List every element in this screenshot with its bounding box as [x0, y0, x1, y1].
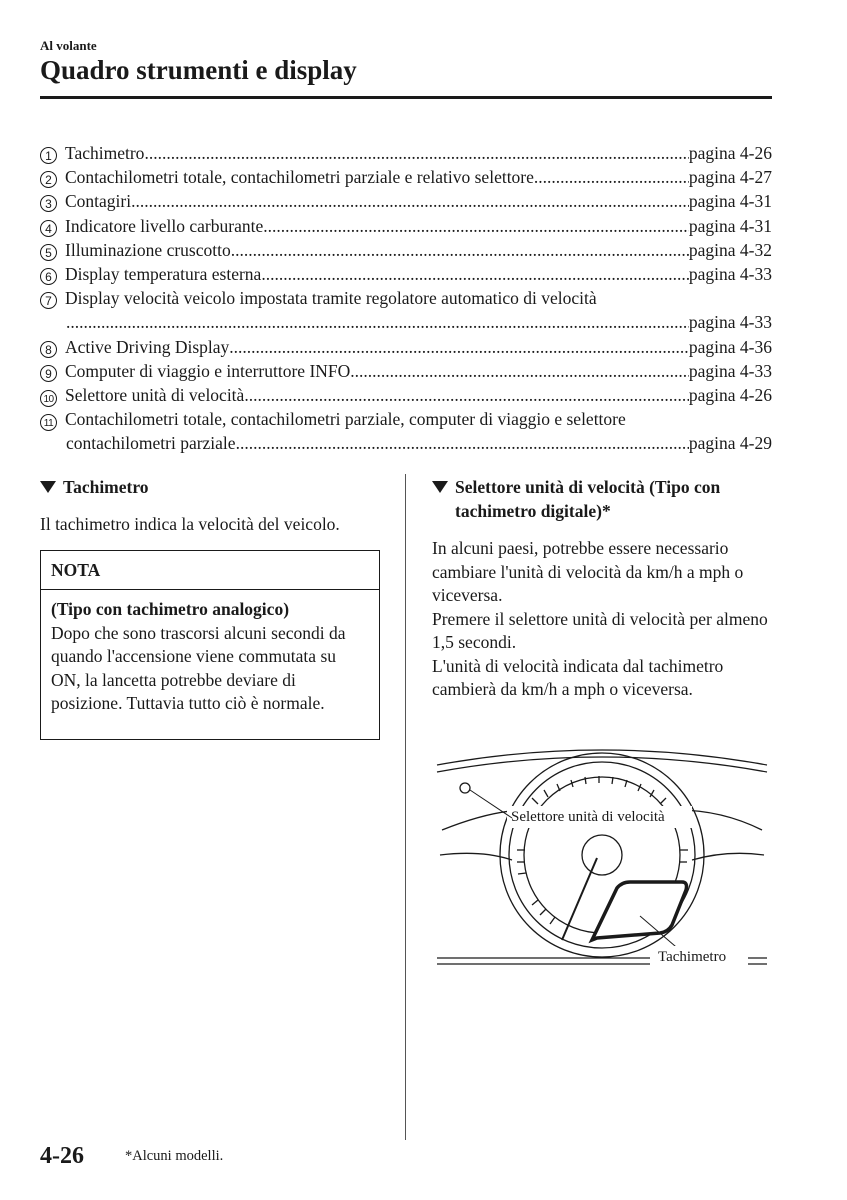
toc-item-title: Computer di viaggio e interruttore INFO: [65, 360, 351, 381]
item-number-badge: 3: [40, 195, 57, 212]
toc-item: [40, 361, 772, 385]
item-number-badge: 1: [40, 147, 57, 164]
toc-item-title: Contagiri: [65, 191, 132, 212]
heading-line-1: Selettore unità di velocità (Tipo con: [455, 477, 721, 497]
item-number-badge: 10: [40, 390, 57, 407]
toc-item-page: pagina 4-36: [688, 336, 772, 357]
left-column: [40, 475, 382, 537]
toc-item-title: Illuminazione cruscotto: [65, 239, 231, 260]
item-number-badge: 11: [40, 414, 57, 431]
toc-item-title: Selettore unità di velocità: [65, 384, 245, 405]
triangle-bullet-icon: [432, 481, 448, 493]
toc-item: [40, 337, 772, 361]
paragraph: Premere il selettore unità di velocità per almeno 1,5 secondi.: [432, 608, 768, 652]
page-number: 4-26: [40, 1143, 84, 1169]
toc-item-title: Tachimetro: [65, 143, 145, 163]
digital-speed-display: [592, 882, 687, 940]
leader-dots: [534, 167, 689, 188]
item-number-badge: 2: [40, 171, 57, 188]
cluster-drawing: [432, 740, 772, 980]
item-number-badge: 5: [40, 244, 57, 261]
section-label: Al volante: [40, 38, 97, 53]
toc-item: [40, 240, 772, 264]
leader-dots: [263, 216, 689, 237]
toc-item-page: pagina 4-33: [688, 312, 772, 333]
heading-line-2: tachimetro digitale): [455, 501, 602, 521]
toc-item-page: pagina 4-33: [688, 360, 772, 381]
leader-dots: [229, 337, 689, 358]
toc-item-title: Contachilometri totale, contachilometri parziale, computer di viaggio e selettore: [65, 409, 626, 430]
toc-item-page: pagina 4-27: [688, 167, 772, 188]
toc-item-title-continued: contachilometri parziale: [66, 433, 236, 454]
leader-dots: [144, 143, 688, 164]
section-heading: [432, 475, 772, 523]
leader-dots: [350, 361, 689, 382]
toc-item: [40, 167, 772, 191]
item-number-badge: 6: [40, 268, 57, 285]
leader-dots: [236, 433, 689, 454]
toc-item-title: Display velocità veicolo impostata tramite regolatore automatico di velocità: [65, 288, 597, 309]
item-number-badge: 8: [40, 341, 57, 358]
toc-item-page: pagina 4-26: [688, 143, 772, 163]
paragraph: L'unità di velocità indicata dal tachimetro cambierà da km/h a mph o viceversa.: [432, 655, 724, 699]
right-column: [432, 475, 772, 702]
item-number-badge: 9: [40, 365, 57, 382]
section-heading: [40, 475, 382, 499]
toc-item: [40, 191, 772, 215]
toc-list: [40, 143, 772, 457]
toc-item-page: pagina 4-32: [688, 239, 772, 260]
toc-item-page: pagina 4-33: [688, 263, 772, 284]
speed-unit-selector-button: [460, 783, 470, 793]
page-title: Quadro strumenti e display: [40, 55, 357, 85]
item-number-badge: 7: [40, 292, 57, 309]
section-heading-text: [455, 475, 720, 523]
selector-callout-label: Selettore unità di velocità: [511, 809, 665, 825]
toc-item-page: pagina 4-31: [688, 191, 772, 212]
gauge-needle: [562, 858, 597, 940]
toc-item: [40, 288, 772, 312]
toc-item-title: Contachilometri totale, contachilometri parziale e relativo selettore: [65, 167, 534, 188]
leader-dots: [231, 240, 689, 261]
triangle-bullet-icon: [40, 481, 56, 493]
instrument-cluster-illustration: [432, 740, 772, 980]
paragraph: In alcuni paesi, potrebbe essere necessario cambiare l'unità di velocità da km/h a mph o viceversa.: [432, 538, 744, 605]
leader-dots: [66, 312, 689, 333]
toc-item-continuation: [40, 433, 772, 457]
section-body: [432, 537, 772, 702]
toc-item-page: pagina 4-26: [688, 384, 772, 405]
toc-item: [40, 264, 772, 288]
note-subtitle: (Tipo con tachimetro analogico): [51, 599, 290, 619]
leader-dots: [244, 385, 689, 406]
toc-item: [40, 143, 772, 167]
note-label: NOTA: [41, 551, 379, 590]
section-heading-text: Tachimetro: [63, 477, 149, 497]
title-rule: [40, 96, 772, 99]
toc-item-page: pagina 4-29: [688, 433, 772, 454]
model-asterisk: *: [601, 501, 611, 521]
needle-hub: [582, 835, 622, 875]
section-body: Il tachimetro indica la velocità del veicolo.: [40, 514, 340, 534]
toc-item-title: Display temperatura esterna: [65, 263, 262, 284]
leader-dots: [261, 264, 689, 285]
note-box: [40, 550, 380, 740]
toc-item: [40, 385, 772, 409]
toc-item: [40, 216, 772, 240]
column-divider: [405, 474, 406, 1140]
toc-item-title: Active Driving Display: [65, 336, 230, 357]
toc-item-title: Indicatore livello carburante: [65, 215, 264, 236]
toc-item-page: pagina 4-31: [688, 215, 772, 236]
leader-dots: [131, 191, 689, 212]
toc-item: [40, 409, 772, 433]
item-number-badge: 4: [40, 220, 57, 237]
cluster-hood-inner: [437, 757, 767, 772]
note-text: Dopo che sono trascorsi alcuni secondi da quando l'accensione viene commutata su ON, la lancetta potrebbe deviare di posizione. Tuttavia tutto ciò è normale.: [51, 622, 346, 713]
speedometer-callout-label: Tachimetro: [658, 949, 727, 965]
toc-item-continuation: [40, 312, 772, 336]
footnote: *Alcuni modelli.: [125, 1148, 224, 1164]
note-body: [41, 590, 379, 724]
